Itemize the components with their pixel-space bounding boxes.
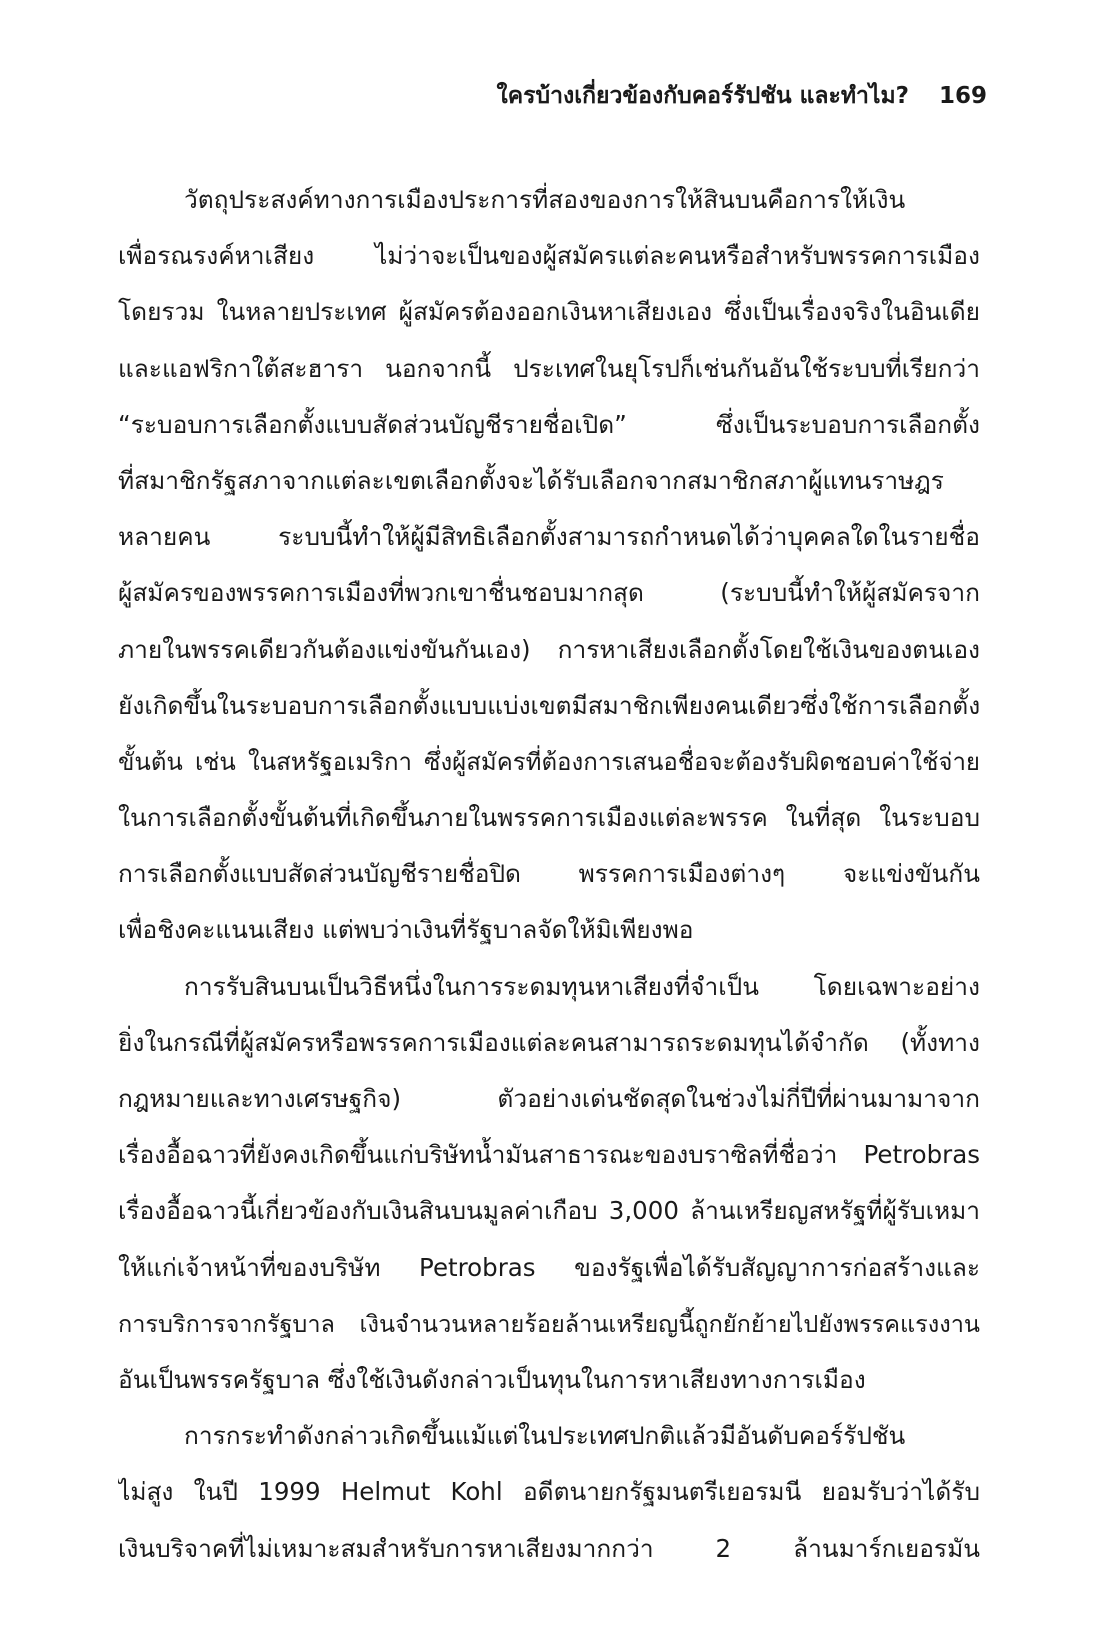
paragraph xyxy=(118,959,980,1409)
text-line: หลายคน ระบบนี้ทำให้ผู้มีสิทธิเลือกตั้งสามารถกำหนดได้ว่าบุคคลใดในรายชื่อ xyxy=(118,522,980,552)
text-line: ยังเกิดขึ้นในระบอบการเลือกตั้งแบบแบ่งเขตมีสมาชิกเพียงคนเดียวซึ่งใช้การเลือกตั้ง xyxy=(118,690,980,720)
text-line: ให้แก่เจ้าหน้าที่ของบริษัท Petrobras ของรัฐเพื่อได้รับสัญญาการก่อสร้างและ xyxy=(118,1252,980,1282)
text-line: การบริการจากรัฐบาล เงินจำนวนหลายร้อยล้านเหรียญนี้ถูกยักย้ายไปยังพรรคแรงงาน xyxy=(118,1309,980,1338)
text-line: ภายในพรรคเดียวกันต้องแข่งขันกันเอง) การหาเสียงเลือกตั้งโดยใช้เงินของตนเอง xyxy=(118,634,980,664)
text-line: “ระบอบการเลือกตั้งแบบสัดส่วนบัญชีรายชื่อเปิด” ซึ่งเป็นระบอบการเลือกตั้ง xyxy=(118,409,980,439)
text-line: กฎหมายและทางเศรษฐกิจ) ตัวอย่างเด่นชัดสุดในช่วงไม่กี่ปีที่ผ่านมามาจาก xyxy=(118,1084,980,1113)
text-line: เรื่องอื้อฉาวที่ยังคงเกิดขึ้นแก่บริษัทน้ำมันสาธารณะของบราซิลที่ชื่อว่า Petrobras xyxy=(118,1140,980,1170)
text-line: การกระทำดังกล่าวเกิดขึ้นแม้แต่ในประเทศปกติแล้วมีอันดับคอร์รัปชัน xyxy=(184,1421,906,1451)
paragraph xyxy=(118,1408,980,1577)
text-line: ที่สมาชิกรัฐสภาจากแต่ละเขตเลือกตั้งจะได้รับเลือกจากสมาชิกสภาผู้แทนราษฎร xyxy=(118,465,944,495)
text-line: เพื่อชิงคะแนนเสียง แต่พบว่าเงินที่รัฐบาลจัดให้มิเพียงพอ xyxy=(118,915,694,945)
running-header xyxy=(497,78,987,114)
text-line: วัตถุประสงค์ทางการเมืองประการที่สองของการให้สินบนคือการให้เงิน xyxy=(184,185,906,214)
text-line: เงินบริจาคที่ไม่เหมาะสมสำหรับการหาเสียงมากกว่า 2 ล้านมาร์กเยอรมัน xyxy=(118,1533,980,1563)
text-line: อันเป็นพรรครัฐบาล ซึ่งใช้เงินดังกล่าวเป็นทุนในการหาเสียงทางการเมือง xyxy=(118,1364,866,1394)
text-line: การเลือกตั้งแบบสัดส่วนบัญชีรายชื่อปิด พรรคการเมืองต่างๆ จะแข่งขันกัน xyxy=(118,859,980,889)
text-line: ยิ่งในกรณีที่ผู้สมัครหรือพรรคการเมืองแต่ละคนสามารถระดมทุนได้จำกัด (ทั้งทาง xyxy=(118,1027,980,1057)
text-line: เรื่องอื้อฉาวนี้เกี่ยวข้องกับเงินสินบนมูลค่าเกือบ 3,000 ล้านเหรียญสหรัฐที่ผู้รับเหมา xyxy=(118,1196,980,1226)
text-line: โดยรวม ในหลายประเทศ ผู้สมัครต้องออกเงินหาเสียงเอง ซึ่งเป็นเรื่องจริงในอินเดีย xyxy=(118,297,980,327)
text-line: และแอฟริกาใต้สะฮารา นอกจากนี้ ประเทศในยุโรปก็เช่นกันอันใช้ระบบที่เรียกว่า xyxy=(118,353,980,383)
text-line: ในการเลือกตั้งขั้นต้นที่เกิดขึ้นภายในพรรคการเมืองแต่ละพรรค ในที่สุด ในระบอบ xyxy=(118,803,980,833)
page-number: 169 xyxy=(938,83,987,109)
text-line: ผู้สมัครของพรรคการเมืองที่พวกเขาชื่นชอบมากสุด (ระบบนี้ทำให้ผู้สมัครจาก xyxy=(118,578,980,608)
text-line: การรับสินบนเป็นวิธีหนึ่งในการระดมทุนหาเสียงที่จำเป็น โดยเฉพาะอย่าง xyxy=(184,971,980,1001)
body-text xyxy=(118,172,980,1577)
text-line: เพื่อรณรงค์หาเสียง ไม่ว่าจะเป็นของผู้สมัครแต่ละคนหรือสำหรับพรรคการเมือง xyxy=(118,241,980,271)
text-line: ไม่สูง ในปี 1999 Helmut Kohl อดีตนายกรัฐมนตรีเยอรมนี ยอมรับว่าได้รับ xyxy=(118,1477,980,1507)
paragraph xyxy=(118,172,980,959)
text-line: ขั้นต้น เช่น ในสหรัฐอเมริกา ซึ่งผู้สมัครที่ต้องการเสนอชื่อจะต้องรับผิดชอบค่าใช้จ่าย xyxy=(118,747,980,776)
chapter-title: ใครบ้างเกี่ยวข้องกับคอร์รัปชัน และทำไม? xyxy=(496,83,909,109)
